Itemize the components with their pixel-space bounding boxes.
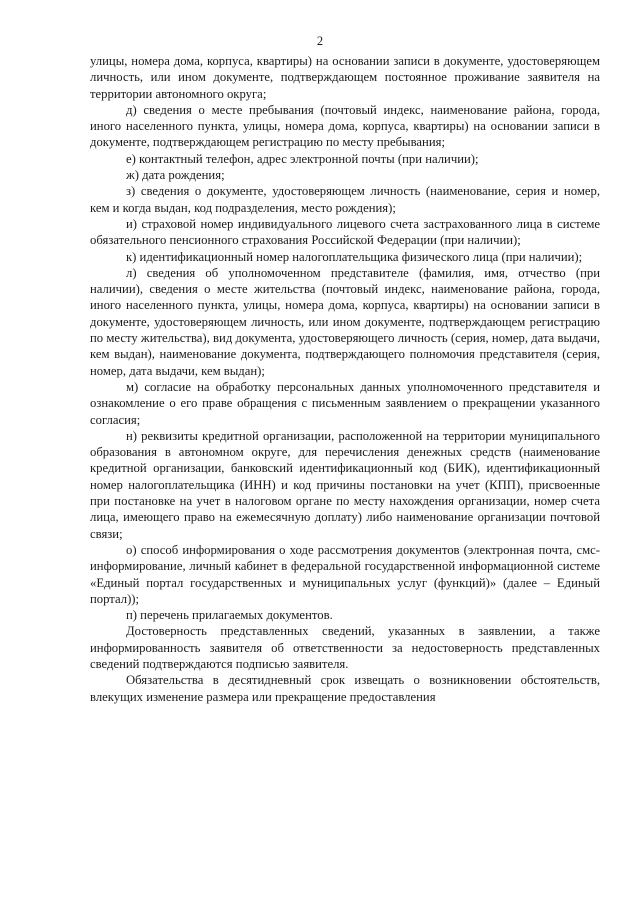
paragraph: Обязательства в десятидневный срок извещать о возникновении обстоятельств, влекущих изменение размера или прекращение предоставления	[90, 673, 600, 704]
paragraph: Достоверность представленных сведений, указанных в заявлении, а также информированность заявителя об ответственности за недостоверность представленных сведений подтверждаются подписью заявителя.	[90, 624, 600, 671]
paragraph: и) страховой номер индивидуального лицевого счета застрахованного лица в системе обязательного пенсионного страхования Российской Федерации (при наличии);	[90, 216, 600, 248]
paragraph: н) реквизиты кредитной организации, расположенной на территории муниципального образования в автономном округе, для перечисления денежных средств (наименование кредитной организации, банковский идентификационный код (БИК), идентификационный номер налогоплательщика (ИНН) и код причины постановки на учет (КПП), присвоенные при постановке на учет в налоговом органе по месту нахождения организации, номер счета лица, имеющего право на ежемесячную доплату) либо наименование организации почтовой связи;	[90, 428, 600, 541]
paragraph: п) перечень прилагаемых документов.	[126, 608, 333, 623]
paragraph: е) контактный телефон, адрес электронной почты (при наличии);	[126, 151, 479, 166]
paragraph: з) сведения о документе, удостоверяющем личность (наименование, серия и номер, кем и когда выдан, код подразделения, место рождения);	[90, 184, 600, 215]
paragraph: ж) дата рождения;	[126, 168, 225, 183]
page-number: 2	[316, 34, 324, 48]
paragraph: м) согласие на обработку персональных данных уполномоченного представителя и ознакомление о его праве обращения с письменным заявлением о прекращении указанного согласия;	[90, 379, 600, 427]
paragraph: д) сведения о месте пребывания (почтовый индекс, наименование района, города, иного населенного пункта, улицы, номера дома, корпуса, квартиры) на основании записи в документе, подтверждающем регистрацию по месту пребывания;	[90, 102, 600, 150]
paragraph: улицы, номера дома, корпуса, квартиры) на основании записи в документе, удостоверяющем личность, или ином документе, подтверждающем постоянное проживание заявителя на территории автономного округа;	[90, 54, 600, 101]
paragraph: о) способ информирования о ходе рассмотрения документов (электронная почта, смс-информирование, личный кабинет в федеральной государственной информационной системе «Единый портал государственных и муниципальных услуг (функций)» (далее – Единый портал));	[90, 542, 600, 606]
paragraph: л) сведения об уполномоченном представителе (фамилия, имя, отчество (при наличии), сведения о месте жительства (почтовый индекс, наименование района, города, иного населенного пункта, улицы, номера дома, корпуса, квартиры) на основании записи в документе, удостоверяющем личность, или ином документе, подтверждающем регистрацию по месту жительства), вид документа, удостоверяющего личность (серия, номер, дата выдачи, кем выдан), наименование документа, подтверждающего полномочия представителя (серия, номер, дата выдачи, кем выдан);	[90, 265, 600, 378]
paragraph: к) идентификационный номер налогоплательщика физического лица (при наличии);	[126, 249, 583, 264]
document-body	[90, 53, 600, 705]
